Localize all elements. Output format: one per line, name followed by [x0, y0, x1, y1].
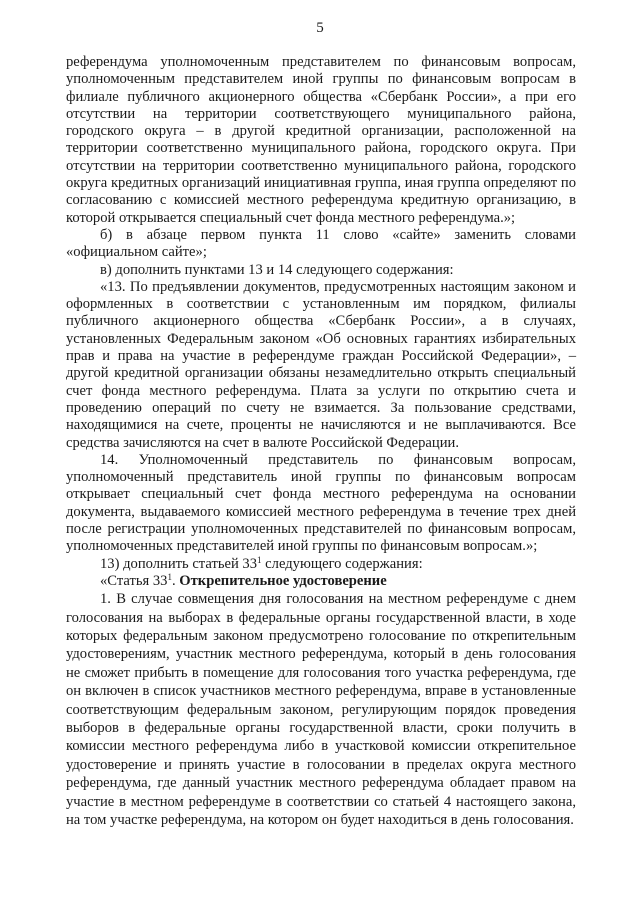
item-13-superscript: 1 — [257, 554, 262, 565]
item-13-text-start: 13) дополнить статьей 33 — [100, 555, 258, 572]
article-heading — [66, 573, 576, 590]
paragraph-point-14: 14. Уполномоченный представитель по финансовым вопросам, уполномоченный представитель иной группы по финансовым вопросам открывает специальный счет фонда местного референдума на основании документа, выдаваемого комиссией местного референдума в течение трех дней после регистрации уполномоченных представителей по финансовым вопросам, уполномоченных представителей иной группы по финансовым вопросам.»; — [66, 451, 576, 555]
article-title: Открепительное удостоверение — [179, 572, 387, 589]
article-superscript: 1 — [167, 571, 172, 582]
document-body — [66, 54, 576, 829]
paragraph-continuation: референдума уполномоченным представителем по финансовым вопросам, уполномоченным представителем иной группы по финансовым вопросам в филиале публичного акционерного общества «Сбербанк России», а при его отсутствии на территории соответствующего муниципального района, городского округа – в другой кредитной организации, расположенной на территории соответственно муниципального района, городского округа. При отсутствии на территории соответственно муниципального района, городского округа кредитных организаций инициативная группа, иная группа определяют по согласованию с комиссией местного референдума кредитную организацию, в которой открывается специальный счет фонда местного референдума.»; — [66, 54, 576, 226]
paragraph-item-13 — [66, 556, 576, 573]
paragraph-article-point-1: 1. В случае совмещения дня голосования на местном референдуме с днем голосования на выборах в федеральные органы государственной власти, в ходе которых федеральным законом предусмотрено голосование по открепительным удостоверениям, участник местного референдума, который в день голосования не сможет прибыть в помещение для голосования того участка референдума, где он включен в список участников местного референдума, вправе в установленные соответствующим федеральным законом, регулирующим порядок проведения выборов в федеральные органы государственной власти, сроки получить в комиссии местного референдума либо в участковой комиссии открепительное удостоверение и принять участие в голосовании в пределах округа местного референдума, где данный участник местного референдума обладает правом на участие в местном референдуме в соответствии со статьей 4 настоящего закона, на том участке референдума, на котором он будет находиться в день голосования. — [66, 591, 576, 829]
paragraph-amendment-v: в) дополнить пунктами 13 и 14 следующего содержания: — [100, 261, 454, 278]
paragraph-amendment-b: б) в абзаце первом пункта 11 слово «сайте» заменить словами «официальном сайте»; — [66, 226, 576, 261]
article-separator: . — [171, 572, 180, 589]
item-13-text-end: следующего содержания: — [261, 555, 423, 572]
paragraph-point-13: «13. По предъявлении документов, предусмотренных настоящим законом и оформленных в соответствии с установленным им порядком, филиалы публичного акционерного общества «Сбербанк России», а в случаях, установленных Федеральным законом «Об основных гарантиях избирательных прав и права на участие в референдуме граждан Российской Федерации», – другой кредитной организации обязаны незамедлительно открыть специальный счет фонда местного референдума. Плата за услуги по открытию счета и проведению операций по счету не взимается. За пользование средствами, находящимися на счете, проценты не начисляются и не выплачиваются. Все средства зачисляются на счет в валюте Российской Федерации. — [66, 278, 576, 451]
article-label: «Статья 33 — [100, 572, 168, 589]
page-number: 5 — [316, 20, 324, 36]
